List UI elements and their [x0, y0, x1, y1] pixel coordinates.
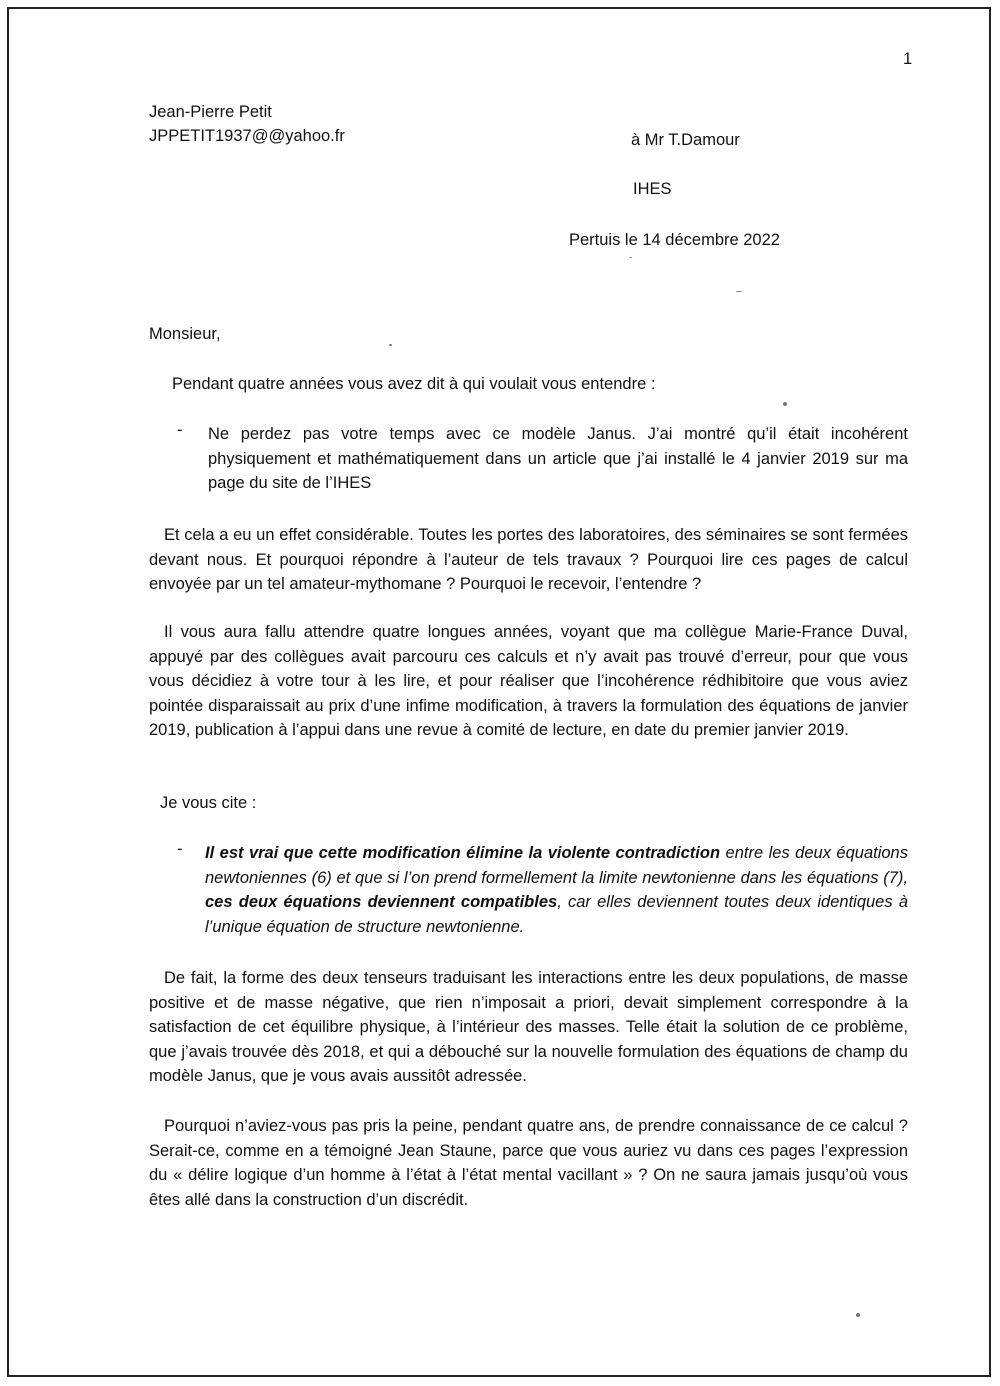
letter-page	[7, 7, 991, 1377]
bullet-quote-paragraph: Ne perdez pas votre temps avec ce modèle Janus. J’ai montré qu’il était incohérent physiquement et mathématiquement dans un article que j’ai installé le 4 janvier 2019 sur ma page du site de l’IHES	[208, 425, 908, 492]
sender-name: Jean-Pierre Petit	[149, 103, 272, 121]
paragraph-four-years: Il vous aura fallu attendre quatre longues années, voyant que ma collègue Marie-France Duval, appuyé par des collègues avait parcouru ces calculs et n’y avait pas trouvé d’erreur, pour que vous vous décidiez à votre tour à les lire, et pour réaliser que l’incohérence rédhibitoire que vous aviez pointée disparaissait au prix d’une infime modification, à travers la formulation des équations de janvier 2019, publication à l’appui dans une revue à comité de lecture, en date du premier janvier 2019.	[149, 623, 908, 739]
citation-text-1: entre les deux équations newtoniennes (6) et que si l’on prend formellement la limite newtonienne dans les équations (7),	[205, 844, 908, 887]
paragraph-tensors: De fait, la forme des deux tenseurs traduisant les interactions entre les deux populations, de masse positive et de masse négative, que rien n’imposait a priori, devait simplement correspondre à la satisfaction de cet équilibre physique, à l’intérieur des masses. Telle était la solution de ce problème, que j’avais trouvée dès 2018, et qui a débouché sur la nouvelle formulation des équations de champ du modèle Janus, que je vous avais aussitôt adressée.	[149, 969, 908, 1085]
place-date: Pertuis le 14 décembre 2022	[569, 231, 780, 249]
citation-dash: -	[177, 840, 183, 858]
sender-email: JPPETIT1937@@yahoo.fr	[149, 127, 345, 145]
citation-bold-2: ces deux équations deviennent compatibles	[205, 893, 558, 911]
recipient-institution: IHES	[633, 180, 672, 198]
salutation: Monsieur,	[149, 325, 221, 343]
recipient-name: à Mr T.Damour	[631, 131, 740, 149]
page-number: 1	[903, 50, 913, 68]
scan-speck	[783, 402, 787, 406]
scan-speck	[736, 291, 742, 292]
citation-text-2: , car elles deviennent toutes deux identiques à l’unique équation de structure newtonienne.	[205, 893, 908, 936]
paragraph-question: Pourquoi n’aviez-vous pas pris la peine, pendant quatre ans, de prendre connaissance de ce calcul ? Serait-ce, comme en a témoigné Jean Staune, parce que vous auriez vu dans ces pages l’expression du « délire logique d’un homme à l’état à l’état mental vacillant » ? On ne saura jamais jusqu’où vous êtes allé dans la construction d’un discrédit.	[149, 1117, 908, 1209]
scan-speck	[856, 1313, 860, 1317]
citation-quote	[205, 841, 908, 939]
bullet-dash: -	[177, 421, 183, 439]
cite-intro: Je vous cite :	[160, 794, 257, 812]
citation-bold-1: Il est vrai que cette modification élimine la violente contradiction	[205, 844, 721, 862]
intro-paragraph: Pendant quatre années vous avez dit à qui voulait vous entendre :	[172, 375, 656, 393]
scan-speck	[389, 344, 392, 346]
paragraph-effect: Et cela a eu un effet considérable. Toutes les portes des laboratoires, des séminaires se sont fermées devant nous. Et pourquoi répondre à l’auteur de tels travaux ? Pourquoi lire ces pages de calcul envoyée par un tel amateur-mythomane ? Pourquoi le recevoir, l’entendre ?	[149, 526, 908, 593]
scan-speck	[629, 257, 632, 258]
